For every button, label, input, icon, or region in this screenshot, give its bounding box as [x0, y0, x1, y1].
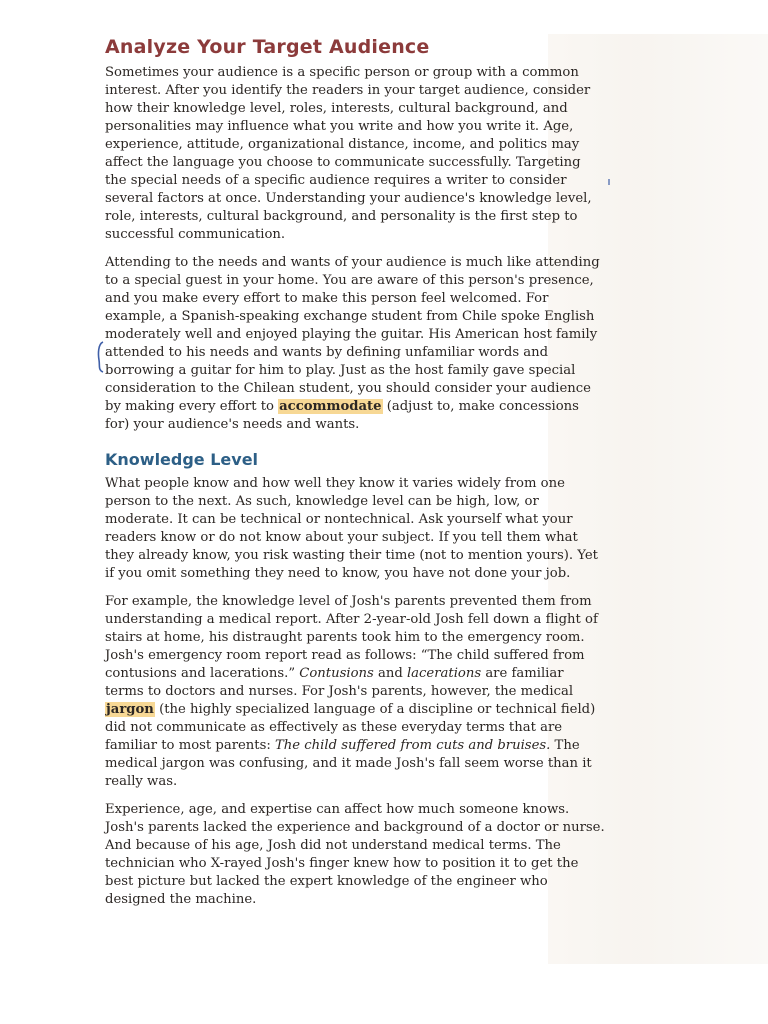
- josh-text-part4: The medical jargon was confusing, and it made Josh's fall seem worse than it really was.: [105, 738, 592, 789]
- josh-text-part1: For example, the knowledge level of Josh's parents prevented them from understanding a medical report. After 2-year-old Josh fell down a flight of stairs at home, his distraught parents took him to the emergency room. Josh's emergency room report read as follows: “The child suffered from contusions and lacerations.”: [105, 594, 598, 681]
- term-contusions: Contusions: [299, 666, 374, 681]
- josh-text-part2: are familiar terms to doctors and nurses. For Josh's parents, however, the medical: [105, 666, 574, 699]
- subsection-heading: Knowledge Level: [105, 450, 259, 469]
- paragraph-josh-example: [105, 593, 605, 791]
- plain-language-quote: The child suffered from cuts and bruises.: [275, 738, 551, 753]
- term-lacerations: lacerations: [406, 666, 482, 681]
- josh-text-part3: (the highly specialized language of a discipline or technical field) did not communicate as effectively as these everyday terms that are familiar to most parents:: [105, 702, 596, 753]
- bracket-stroke: [98, 342, 103, 372]
- paragraph-guest-text-start: Attending to the needs and wants of your audience is much like attending to a special guest in your home. You are aware of this person's presence, and you make every effort to make this person feel welcomed. For example, a Spanish-speaking exchange student from Chile spoke English moderately well and enjoyed playing the guitar. His American host family attended to his needs and wants by defining unfamiliar words and borrowing a guitar for him to play. Just as the host family gave special consideration to the Chilean student, you should consider your audience by making every effort to: [105, 255, 600, 414]
- keyword-jargon: jargon: [106, 702, 154, 717]
- paragraph-guest-text-end: (adjust to, make concessions for) your audience's needs and wants.: [105, 399, 579, 432]
- paragraph-intro: Sometimes your audience is a specific person or group with a common interest. After you identify the readers in your target audience, consider how their knowledge level, roles, interests, cultural background, and personalities may influence what you write and how you write it. Age, experience, attitude, organizational distance, income, and politics may affect the language you choose to communicate successfully. Targeting the special needs of a specific audience requires a writer to consider several factors at once. Understanding your audience's knowledge level, role, interests, cultural background, and personality is the first step to successful communication.: [105, 65, 592, 242]
- paragraph-expertise: Experience, age, and expertise can affect how much someone knows. Josh's parents lacked the experience and background of a doctor or nurse. And because of his age, Josh did not understand medical terms. The technician who X-rayed Josh's finger knew how to position it to get the best picture but lacked the expert knowledge of the engineer who designed the machine.: [105, 802, 605, 907]
- paragraph-knowledge-definition: What people know and how well they know it varies widely from one person to the next. As such, knowledge level can be high, low, or moderate. It can be technical or nontechnical. Ask yourself what your readers know or do not know about your subject. If you tell them what they already know, you risk wasting their time (not to mention yours). Yet if you omit something they need to know, you have not done your job.: [105, 476, 598, 581]
- page-content: [105, 36, 605, 919]
- paragraph-guest-example: [105, 254, 605, 434]
- josh-text-and: and: [373, 666, 407, 681]
- section-heading: Analyze Your Target Audience: [105, 36, 430, 58]
- keyword-accommodate: accommodate: [279, 399, 382, 414]
